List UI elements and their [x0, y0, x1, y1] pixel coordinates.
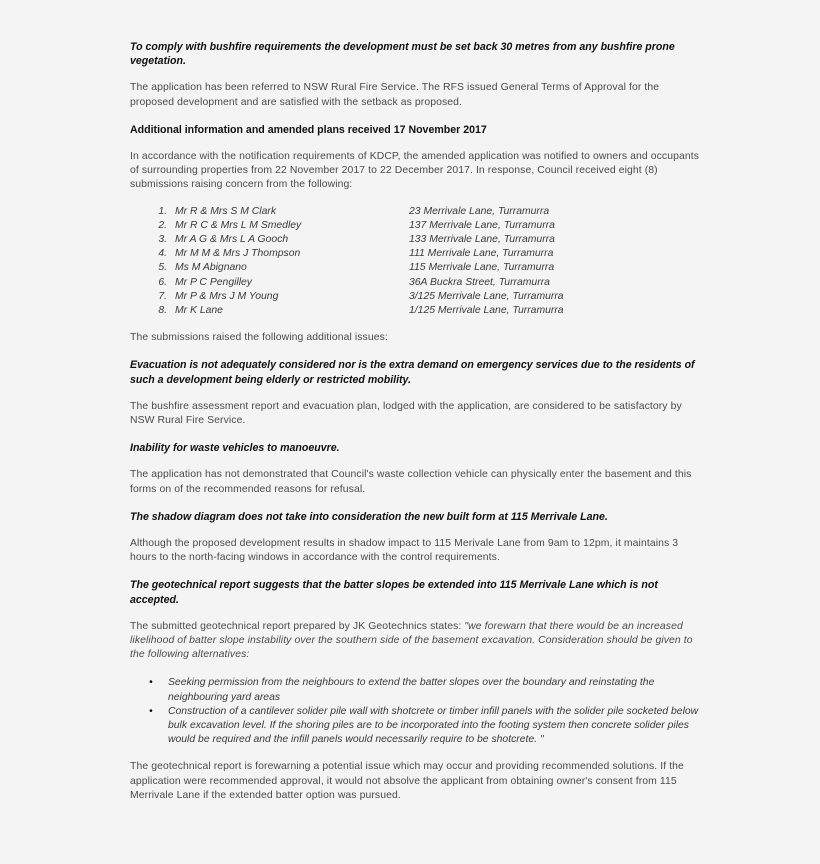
submitters-list — [130, 205, 700, 319]
submitter-name: Mr R C & Mrs L M Smedley — [175, 219, 302, 231]
list-item — [130, 261, 700, 275]
rfs-referral-paragraph: The application has been referred to NSW Rural Fire Service. The RFS issued General Terms of Approval for the proposed development and are satisfied with the setback as proposed. — [130, 82, 660, 108]
closing-paragraph: The geotechnical report is forewarning a potential issue which may occur and providing recommended solutions. If the application were recommended approval, it would not absolve the applicant from obtaining owner's consent from 115 Merrivale Lane if the extended batter option was pursued. — [130, 761, 684, 801]
list-item — [130, 219, 700, 233]
document-page — [130, 40, 700, 803]
submitter-name: Mr M M & Mrs J Thompson — [175, 248, 301, 260]
submitter-address: 111 Merrivale Lane, Turramurra — [409, 248, 554, 260]
submitter-address: 137 Merrivale Lane, Turramurra — [409, 219, 555, 231]
item-number: 2. — [158, 219, 167, 231]
list-item — [130, 233, 700, 247]
submitter-name: Ms M Abignano — [175, 262, 247, 274]
submitter-address: 115 Merrivale Lane, Turramurra — [409, 262, 555, 274]
bushfire-setback-heading: To comply with bushfire requirements the development must be set back 30 metres from any bushfire prone vegetation. — [130, 41, 675, 68]
submitter-name: Mr P & Mrs J M Young — [175, 290, 279, 302]
section-heading: Additional information and amended plans received 17 November 2017 — [130, 123, 487, 136]
issue-waste-response: The application has not demonstrated that Council's waste collection vehicle can physically enter the basement and this forms on of the recommended reasons for refusal. — [130, 469, 692, 495]
list-item — [130, 290, 700, 304]
list-item — [130, 705, 700, 748]
bullet-text: Construction of a cantilever solider pile wall with shotcrete or timber infill panels with the solider pile socketed below bulk excavation level. If the shoring piles are to be incorporated into the footing system then concrete solider piles would be required and the infill panels would necessarily require to be shotcrete. " — [168, 705, 699, 746]
list-item — [130, 247, 700, 261]
additional-issues-intro: The submissions raised the following additional issues: — [130, 332, 388, 344]
submitter-address: 3/125 Merrivale Lane, Turramurra — [409, 290, 564, 302]
item-number: 1. — [158, 205, 167, 217]
item-number: 6. — [158, 276, 167, 288]
issue-evacuation-response: The bushfire assessment report and evacuation plan, lodged with the application, are considered to be satisfactory by NSW Rural Fire Service. — [130, 400, 682, 426]
submitter-address: 133 Merrivale Lane, Turramurra — [409, 234, 555, 245]
geotech-quote-text: "we forewarn that there would be an increased likelihood of batter slope instability over the southern side of the basement excavation. Consideration should be given to the following alternatives: — [130, 620, 693, 661]
submitter-address: 36A Buckra Street, Turramurra — [409, 276, 550, 288]
submitter-name: Mr P C Pengilley — [175, 276, 252, 288]
item-number: 3. — [158, 234, 167, 245]
item-number: 4. — [158, 248, 167, 260]
list-item — [130, 276, 700, 290]
bullet-icon: • — [149, 705, 153, 717]
issue-shadow-response: Although the proposed development results in shadow impact to 115 Merivale Lane from 9am to 12pm, it maintains 3 hours to the north-facing windows in accordance with the control requirements. — [130, 537, 679, 564]
list-item — [130, 205, 700, 219]
alternatives-list — [130, 676, 700, 747]
issue-geotech-response — [130, 620, 700, 663]
issue-evacuation-heading: Evacuation is not adequately considered nor is the extra demand on emergency services due to the residents of such a development being elderly or restricted mobility. — [130, 359, 695, 386]
submitter-address: 1/125 Merrivale Lane, Turramurra — [409, 304, 564, 316]
geotech-lead-text: The submitted geotechnical report prepared by JK Geotechnics states: — [130, 620, 465, 632]
submitter-name: Mr K Lane — [175, 304, 223, 316]
submitter-address: 23 Merrivale Lane, Turramurra — [409, 205, 550, 217]
list-item — [130, 304, 700, 318]
notification-paragraph: In accordance with the notification requirements of KDCP, the amended application was notified to owners and occupants of surrounding properties from 22 November 2017 to 22 December 2017. In response, Council received eight (8) submissions raising concern from the following: — [130, 151, 699, 191]
bullet-icon: • — [149, 677, 153, 689]
submitter-name: Mr A G & Mrs L A Gooch — [175, 234, 289, 245]
item-number: 5. — [158, 262, 167, 274]
list-item — [130, 676, 700, 704]
bullet-text: Seeking permission from the neighbours to extend the batter slopes over the boundary and reinstating the neighbouring yard areas — [168, 677, 655, 703]
issue-shadow-heading: The shadow diagram does not take into consideration the new built form at 115 Merrivale Lane. — [130, 510, 608, 523]
submitter-name: Mr R & Mrs S M Clark — [175, 205, 277, 217]
issue-waste-heading: Inability for waste vehicles to manoeuvre. — [130, 442, 340, 455]
item-number: 8. — [158, 304, 167, 316]
item-number: 7. — [158, 290, 167, 302]
issue-geotech-heading: The geotechnical report suggests that the batter slopes be extended into 115 Merrivale Lane which is not accepted. — [130, 579, 658, 606]
